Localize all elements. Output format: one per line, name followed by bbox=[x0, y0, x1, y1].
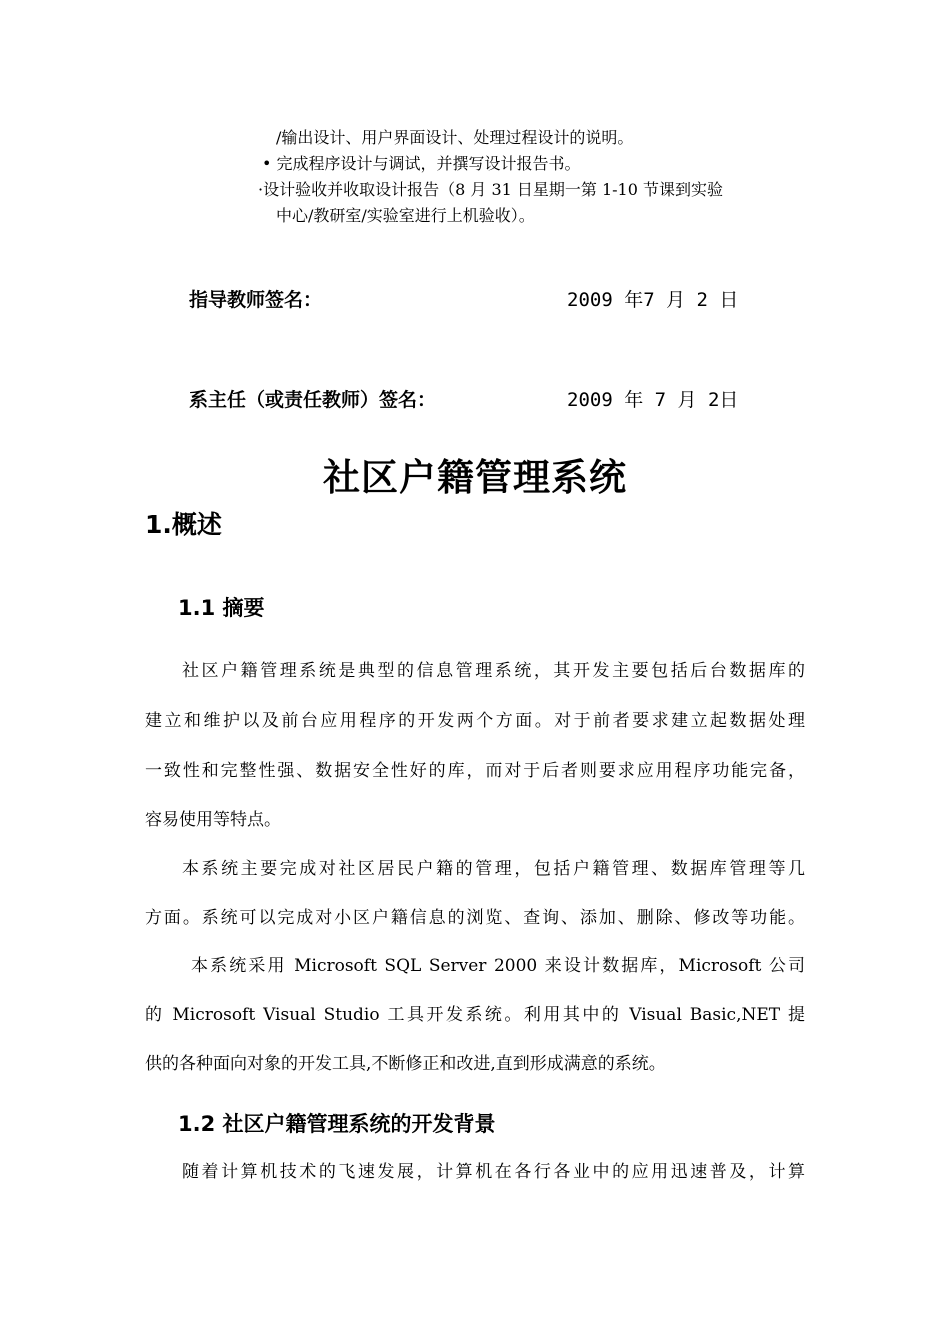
section-heading: 1.概述 bbox=[145, 510, 222, 539]
requirement-line: • 完成程序设计与调试，并撰写设计报告书。 bbox=[262, 154, 581, 173]
subsection-heading: 1.1 摘要 bbox=[178, 596, 265, 620]
paragraph-line: 社区户籍管理系统是典型的信息管理系统，其开发主要包括后台数据库的 bbox=[182, 661, 805, 681]
requirement-line: ·设计验收并收取设计报告（8 月 31 日星期一第 1-10 节课到实验 bbox=[258, 180, 724, 199]
paragraph-line: 方面。系统可以完成对小区户籍信息的浏览、查询、添加、删除、修改等功能。 bbox=[145, 908, 805, 928]
paragraph-line: 本系统主要完成对社区居民户籍的管理，包括户籍管理、数据库管理等几 bbox=[182, 859, 805, 879]
director-signature-date: 2009 年 7 月 2日 bbox=[567, 389, 739, 411]
requirement-line: /输出设计、用户界面设计、处理过程设计的说明。 bbox=[276, 128, 634, 147]
teacher-signature-date: 2009 年7 月 2 日 bbox=[567, 289, 739, 311]
paragraph-line: 的 Microsoft Visual Studio 工具开发系统。利用其中的 Visual Basic,NET 提 bbox=[145, 1005, 805, 1025]
paragraph-line: 一致性和完整性强、数据安全性好的库，而对于后者则要求应用程序功能完备， bbox=[145, 761, 805, 781]
paragraph-line: 随着计算机技术的飞速发展，计算机在各行各业中的应用迅速普及，计算 bbox=[182, 1162, 805, 1182]
requirement-line: 中心/教研室/实验室进行上机验收）。 bbox=[276, 206, 535, 225]
paragraph-line: 本系统采用 Microsoft SQL Server 2000 来设计数据库，Microsoft 公司 bbox=[191, 956, 805, 976]
document-title: 社区户籍管理系统 bbox=[323, 456, 627, 499]
teacher-signature-label: 指导教师签名： bbox=[189, 289, 323, 311]
paragraph-line: 容易使用等特点。 bbox=[145, 810, 281, 830]
paragraph-line: 供的各种面向对象的开发工具,不断修正和改进,直到形成满意的系统。 bbox=[145, 1054, 666, 1074]
subsection-heading: 1.2 社区户籍管理系统的开发背景 bbox=[178, 1112, 496, 1136]
paragraph-line: 建立和维护以及前台应用程序的开发两个方面。对于前者要求建立起数据处理 bbox=[145, 711, 805, 731]
director-signature-label: 系主任（或责任教师）签名： bbox=[189, 389, 437, 411]
